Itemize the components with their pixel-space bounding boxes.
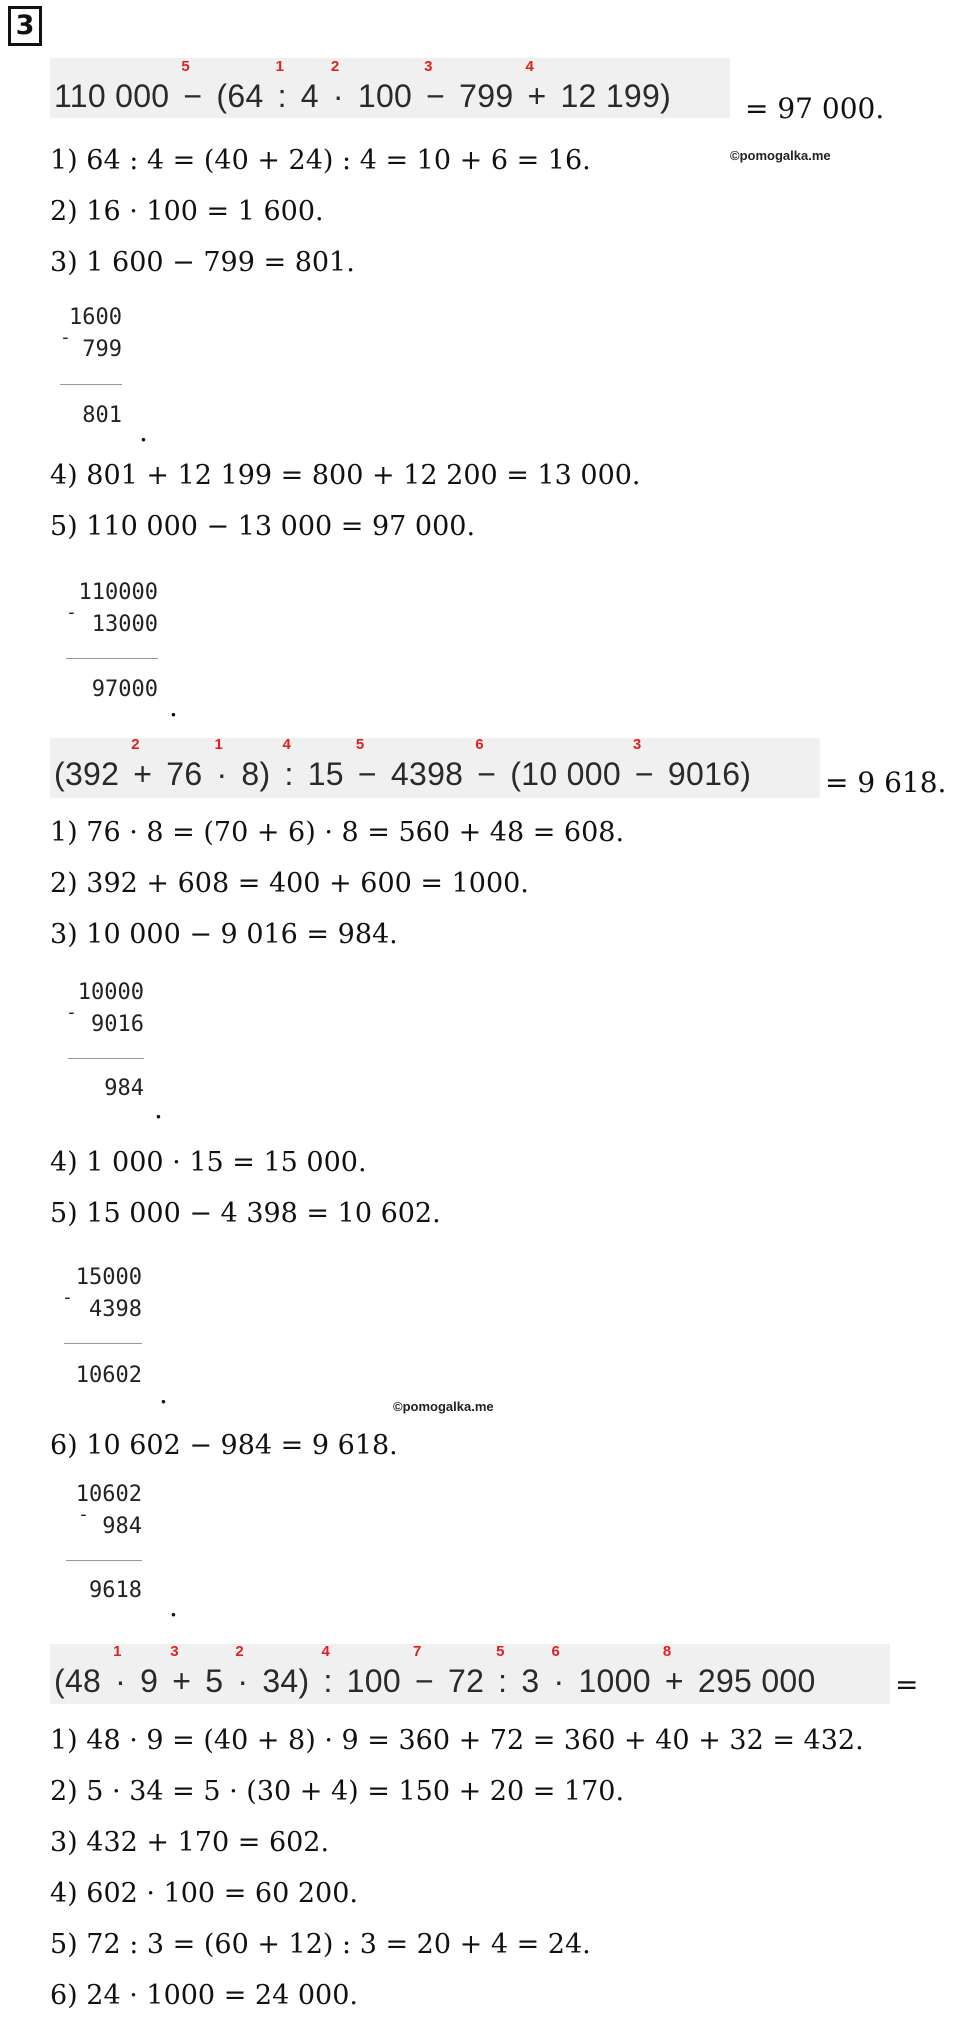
minus-sign: - xyxy=(62,1287,73,1308)
minuend: 1600 xyxy=(69,305,122,330)
period: . xyxy=(139,415,148,448)
order-marker: 1 xyxy=(275,58,285,75)
step: 2) 16 · 100 = 1 600. xyxy=(50,196,324,227)
difference: 10602 xyxy=(75,1363,142,1388)
operand-token: (64 xyxy=(216,78,264,114)
step: 5) 15 000 − 4 398 = 10 602. xyxy=(50,1198,441,1229)
order-marker: 8 xyxy=(662,1643,672,1660)
column-subtraction xyxy=(60,305,122,435)
minus-sign: - xyxy=(78,1504,89,1525)
expression-3-result: = xyxy=(895,1668,919,1701)
operator-token: : 5 xyxy=(496,1643,508,1699)
order-marker: 4 xyxy=(525,58,535,75)
operand-token: 5 xyxy=(205,1663,224,1699)
operator-token: + 4 xyxy=(525,58,547,114)
period: . xyxy=(154,1092,163,1125)
step: 3) 1 600 − 799 = 801. xyxy=(50,247,355,278)
expression-1 xyxy=(54,58,685,115)
step: 4) 801 + 12 199 = 800 + 12 200 = 13 000. xyxy=(50,460,641,491)
minus-sign: - xyxy=(60,327,71,348)
step: 1) 48 · 9 = (40 + 8) · 9 = 360 + 72 = 360 + 40 + 32 = 432. xyxy=(50,1725,864,1756)
order-marker: 7 xyxy=(412,1643,422,1660)
column-line xyxy=(64,1343,142,1344)
minus-sign: - xyxy=(66,602,77,623)
operator-token: − 3 xyxy=(424,58,446,114)
operand-token: 110 000 xyxy=(54,78,170,114)
order-marker: 4 xyxy=(321,1643,331,1660)
operand-token: 100 xyxy=(346,1663,401,1699)
watermark: ©pomogalka.me xyxy=(730,148,831,163)
step: 5) 110 000 − 13 000 = 97 000. xyxy=(50,511,476,542)
operand-token: 12 199) xyxy=(560,78,672,114)
operator-token: · 2 xyxy=(235,1643,249,1699)
column-line xyxy=(66,1560,142,1561)
step: 3) 10 000 − 9 016 = 984. xyxy=(50,919,398,950)
task-number: 3 xyxy=(8,6,42,46)
step: 6) 10 602 − 984 = 9 618. xyxy=(50,1430,398,1461)
operand-token: 100 xyxy=(357,78,413,114)
difference: 9618 xyxy=(89,1578,142,1603)
column-line xyxy=(68,1058,144,1059)
operand-token: (48 xyxy=(54,1663,102,1699)
operand-token: 799 xyxy=(459,78,514,114)
expression-2 xyxy=(54,736,765,793)
step: 6) 24 · 1000 = 24 000. xyxy=(50,1980,358,2011)
period: . xyxy=(169,690,178,723)
period: . xyxy=(159,1377,168,1410)
operand-token: (392 xyxy=(54,756,120,792)
order-marker: 2 xyxy=(330,58,340,75)
order-marker: 3 xyxy=(632,736,642,753)
operator-token: · 2 xyxy=(330,58,344,114)
operator-token: + 3 xyxy=(170,1643,192,1699)
minuend: 10602 xyxy=(75,1482,142,1507)
column-line xyxy=(60,384,122,385)
difference: 801 xyxy=(82,403,122,428)
step: 4) 602 · 100 = 60 200. xyxy=(50,1878,358,1909)
order-marker: 3 xyxy=(424,58,433,75)
minus-sign: - xyxy=(66,1002,77,1023)
operand-token: 4398 xyxy=(390,756,464,792)
subtrahend: 9016 xyxy=(91,1012,144,1037)
operand-token: 295 000 xyxy=(697,1663,816,1699)
operand-token: 9016) xyxy=(667,756,752,792)
operator-token: − 3 xyxy=(632,736,654,792)
minuend: 10000 xyxy=(77,980,144,1005)
step: 2) 392 + 608 = 400 + 600 = 1000. xyxy=(50,868,529,899)
operand-token: 34) xyxy=(262,1663,310,1699)
minuend: 110000 xyxy=(78,580,158,605)
column-subtraction xyxy=(62,1482,142,1612)
subtrahend: 13000 xyxy=(91,612,158,637)
order-marker: 1 xyxy=(113,1643,122,1660)
period: . xyxy=(169,1590,178,1623)
subtrahend: 4398 xyxy=(89,1297,142,1322)
order-marker: 5 xyxy=(181,58,191,75)
column-subtraction xyxy=(62,1265,142,1395)
order-marker: 5 xyxy=(496,1643,505,1660)
operand-token: 15 xyxy=(307,756,344,792)
operator-token: : 4 xyxy=(321,1643,333,1699)
column-line xyxy=(66,658,158,659)
order-marker: 2 xyxy=(131,736,140,753)
expression-2-result: = 9 618. xyxy=(825,766,947,799)
expression-3 xyxy=(54,1643,830,1700)
expression-1-result: = 97 000. xyxy=(745,92,885,125)
operator-token: · 1 xyxy=(113,1643,127,1699)
difference: 97000 xyxy=(91,677,158,702)
order-marker: 4 xyxy=(282,736,292,753)
operator-token: − 6 xyxy=(475,736,497,792)
operand-token: 4 xyxy=(300,78,319,114)
subtrahend: 984 xyxy=(102,1514,142,1539)
step: 2) 5 · 34 = 5 · (30 + 4) = 150 + 20 = 170. xyxy=(50,1776,625,1807)
step: 3) 432 + 170 = 602. xyxy=(50,1827,330,1858)
column-subtraction xyxy=(62,580,158,710)
operand-token: 76 xyxy=(166,756,203,792)
operator-token: − 5 xyxy=(181,58,203,114)
minuend: 15000 xyxy=(75,1265,142,1290)
operator-token: · 6 xyxy=(551,1643,565,1699)
operator-token: + 8 xyxy=(662,1643,684,1699)
order-marker: 1 xyxy=(214,736,224,753)
operator-token: − 7 xyxy=(412,1643,434,1699)
operator-token: : 4 xyxy=(282,736,294,792)
operator-token: : 1 xyxy=(275,58,287,114)
difference: 984 xyxy=(104,1076,144,1101)
operator-token: · 1 xyxy=(214,736,228,792)
operand-token: 8) xyxy=(241,756,271,792)
step: 1) 76 · 8 = (70 + 6) · 8 = 560 + 48 = 608. xyxy=(50,817,625,848)
order-marker: 3 xyxy=(170,1643,179,1660)
step: 1) 64 : 4 = (40 + 24) : 4 = 10 + 6 = 16. xyxy=(50,145,591,176)
operator-token: + 2 xyxy=(131,736,153,792)
order-marker: 6 xyxy=(475,736,484,753)
operand-token: 3 xyxy=(521,1663,540,1699)
order-marker: 6 xyxy=(551,1643,561,1660)
order-marker: 2 xyxy=(235,1643,244,1660)
operator-token: − 5 xyxy=(355,736,377,792)
operand-token: 9 xyxy=(140,1663,159,1699)
operand-token: 72 xyxy=(447,1663,485,1699)
step: 4) 1 000 · 15 = 15 000. xyxy=(50,1147,367,1178)
step: 5) 72 : 3 = (60 + 12) : 3 = 20 + 4 = 24. xyxy=(50,1929,591,1960)
order-marker: 5 xyxy=(355,736,365,753)
operand-token: 1000 xyxy=(578,1663,651,1699)
operand-token: (10 000 xyxy=(510,756,621,792)
subtrahend: 799 xyxy=(82,337,122,362)
column-subtraction xyxy=(64,980,144,1110)
watermark: ©pomogalka.me xyxy=(393,1399,494,1414)
